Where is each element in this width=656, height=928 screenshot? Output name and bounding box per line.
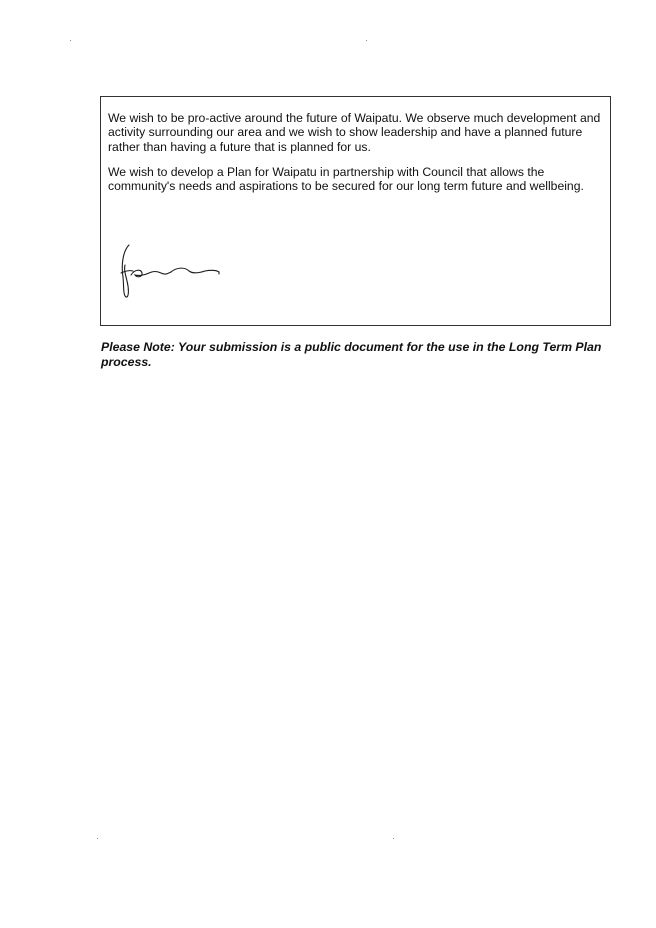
submission-paragraph-1: We wish to be pro-active around the future of Waipatu. We observe much development and activity surrounding our area and we wish to show leadership and have a planned future rather than having a future that is planned for us.: [108, 111, 601, 154]
submission-text-box: [100, 96, 611, 326]
scan-speck: [393, 838, 394, 839]
handwritten-signature: [115, 243, 225, 299]
scan-speck: [97, 838, 98, 839]
scan-speck: [70, 40, 71, 41]
submission-paragraph-2: We wish to develop a Plan for Waipatu in partnership with Council that allows the community's needs and aspirations to be secured for our long term future and wellbeing.: [108, 165, 584, 194]
public-document-note: Please Note: Your submission is a public document for the use in the Long Term Plan process.: [101, 340, 602, 369]
scan-speck: [366, 40, 367, 41]
